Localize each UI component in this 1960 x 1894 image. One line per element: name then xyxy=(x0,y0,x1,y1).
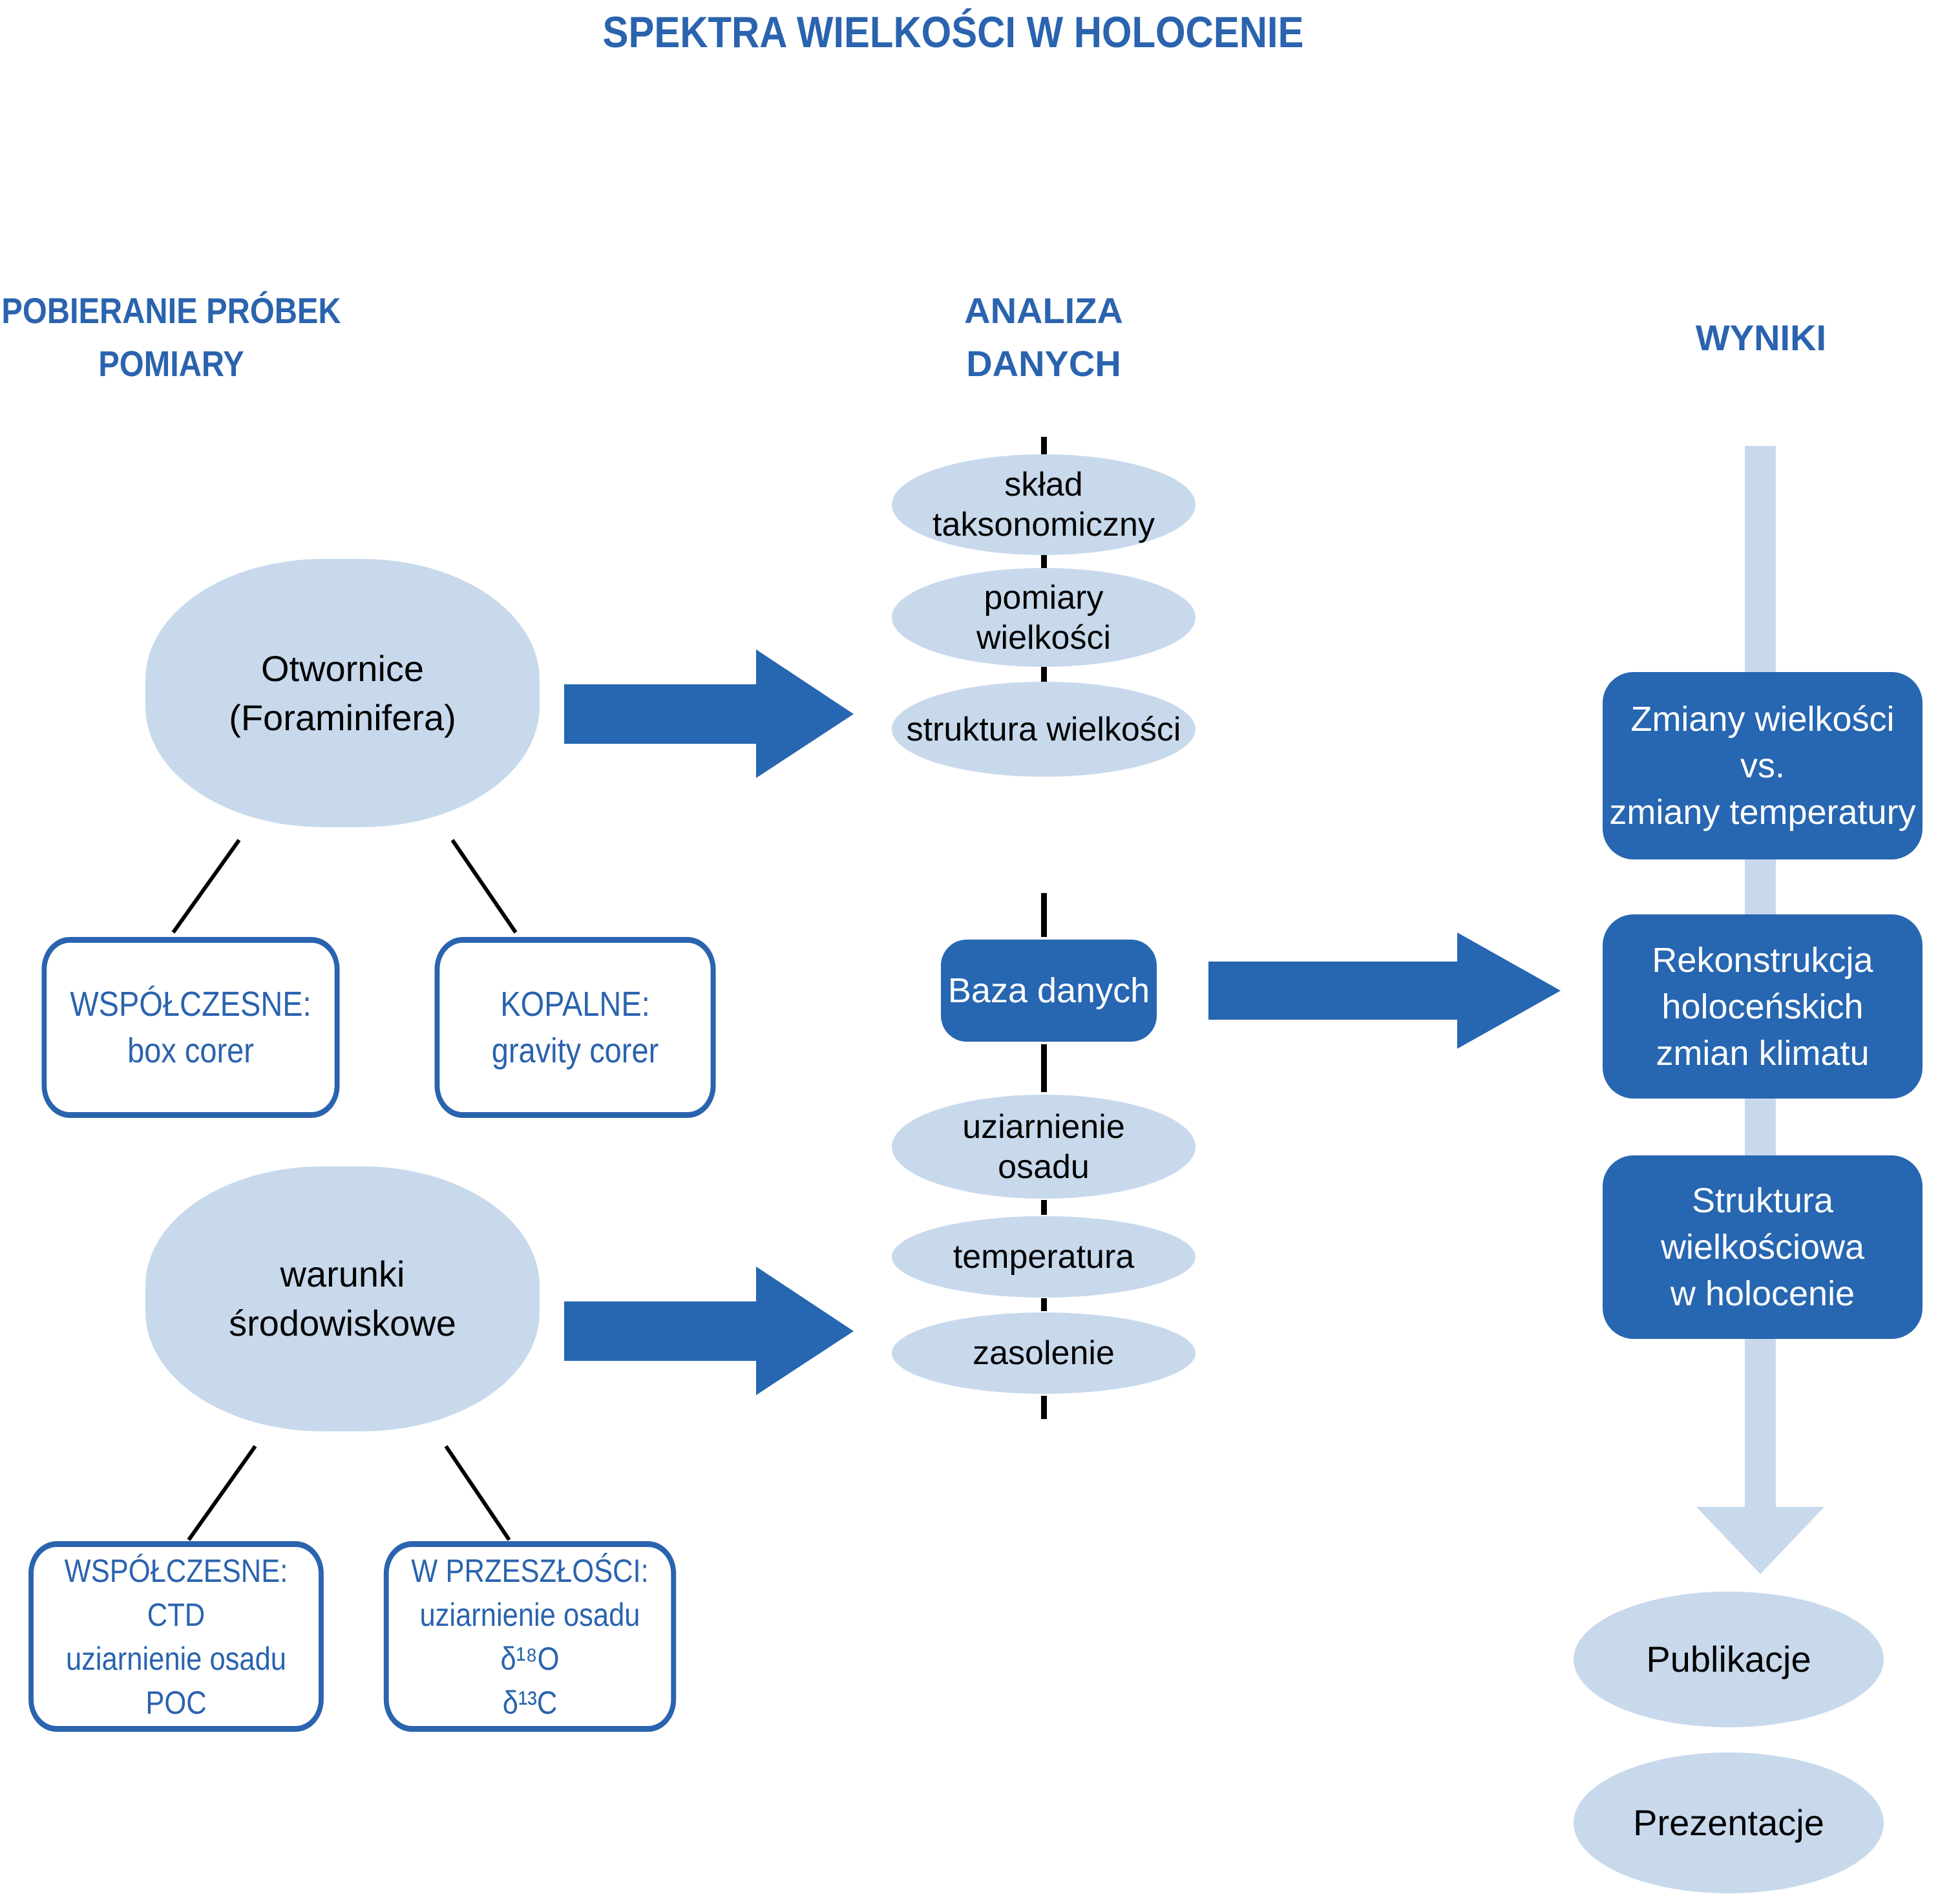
results-header-label: WYNIKI xyxy=(1695,317,1827,358)
results-flow-arrowhead-icon xyxy=(1696,1507,1824,1574)
holocene-structure-box xyxy=(1603,1155,1923,1339)
connector-environment-past xyxy=(446,1446,509,1540)
past-environment-box xyxy=(384,1541,676,1732)
arrow-foraminifera-to-analysis-icon xyxy=(564,649,854,778)
climate-reconstruction-line1: Rekonstrukcja xyxy=(1652,940,1873,980)
environment-line2: środowiskowe xyxy=(229,1303,456,1343)
climate-reconstruction-line3: zmian klimatu xyxy=(1656,1033,1870,1073)
taxonomy-node xyxy=(892,454,1196,555)
environment-node xyxy=(145,1166,540,1431)
size-vs-temperature-box xyxy=(1603,672,1923,859)
salinity-label: zasolenie xyxy=(973,1334,1115,1372)
holocene-structure-line3: w holocenie xyxy=(1670,1274,1855,1313)
temperature-node xyxy=(892,1216,1196,1298)
modern-environment-line1: WSPÓŁCZESNE: xyxy=(64,1552,288,1589)
fossil-sampling-box xyxy=(435,937,716,1118)
presentations-label: Prezentacje xyxy=(1633,1802,1824,1843)
holocene-structure-line1: Struktura xyxy=(1691,1181,1834,1220)
climate-reconstruction-box xyxy=(1603,914,1923,1099)
connector-foraminifera-modern xyxy=(173,840,239,932)
size-vs-temperature-line3: zmiany temperatury xyxy=(1609,793,1916,832)
connector-foraminifera-fossil xyxy=(452,840,516,932)
arrow-database-to-results-icon xyxy=(1208,932,1561,1049)
size-vs-temperature-line1: Zmiany wielkości xyxy=(1630,700,1895,739)
past-environment-line3: δ¹⁸O xyxy=(500,1640,560,1677)
foraminifera-line2: (Foraminifera) xyxy=(229,697,456,738)
modern-sampling-line2: box corer xyxy=(127,1031,254,1070)
column-header-sampling xyxy=(1,284,341,390)
temperature-label: temperatura xyxy=(953,1238,1135,1276)
climate-reconstruction-line2: holoceńskich xyxy=(1661,987,1864,1026)
grain-size-line2: osadu xyxy=(998,1148,1090,1186)
modern-environment-line2: CTD xyxy=(147,1596,205,1633)
column-header-analysis xyxy=(872,284,1215,390)
taxonomy-line2: taksonomiczny xyxy=(933,506,1155,543)
past-environment-line4: δ¹³C xyxy=(502,1684,558,1721)
arrow-environment-to-analysis-icon xyxy=(564,1267,854,1395)
size-measurements-line1: pomiary xyxy=(984,578,1104,616)
modern-environment-line4: POC xyxy=(145,1684,207,1721)
salinity-node xyxy=(892,1312,1196,1394)
sampling-header-line2: POMIARY xyxy=(98,343,244,384)
holocene-structure-line2: wielkościowa xyxy=(1660,1228,1865,1267)
size-measurements-node xyxy=(892,568,1196,667)
grain-size-line1: uziarnienie xyxy=(962,1108,1125,1146)
connector-environment-modern xyxy=(189,1446,255,1540)
publications-node xyxy=(1574,1592,1884,1727)
presentations-node xyxy=(1574,1752,1884,1893)
size-structure-label: struktura wielkości xyxy=(906,710,1181,748)
publications-label: Publikacje xyxy=(1646,1639,1811,1679)
modern-sampling-box xyxy=(41,937,339,1118)
grain-size-node xyxy=(892,1095,1196,1199)
foraminifera-node xyxy=(145,559,540,827)
analysis-header-line2: DANYCH xyxy=(966,343,1121,384)
page-title: SPEKTRA WIELKOŚCI W HOLOCENIE xyxy=(602,8,1304,57)
sampling-header-line1: POBIERANIE PRÓBEK xyxy=(1,290,341,331)
fossil-sampling-line1: KOPALNE: xyxy=(500,985,650,1024)
size-vs-temperature-line2: vs. xyxy=(1740,746,1785,785)
analysis-header-line1: ANALIZA xyxy=(964,290,1123,331)
database-node xyxy=(941,940,1157,1042)
past-environment-line1: W PRZESZŁOŚCI: xyxy=(411,1552,649,1589)
environment-line1: warunki xyxy=(280,1254,405,1294)
fossil-sampling-line2: gravity corer xyxy=(491,1031,659,1070)
taxonomy-line1: skład xyxy=(1004,466,1083,503)
foraminifera-line1: Otwornice xyxy=(260,647,425,689)
size-measurements-line2: wielkości xyxy=(976,618,1112,657)
column-header-results xyxy=(1590,311,1932,364)
modern-sampling-line1: WSPÓŁCZESNE: xyxy=(70,985,311,1024)
modern-environment-box xyxy=(28,1541,324,1732)
size-structure-node xyxy=(892,682,1196,777)
past-environment-line2: uziarnienie osadu xyxy=(419,1596,640,1633)
database-label: Baza danych xyxy=(947,971,1150,1010)
modern-environment-line3: uziarnienie osadu xyxy=(65,1640,286,1677)
